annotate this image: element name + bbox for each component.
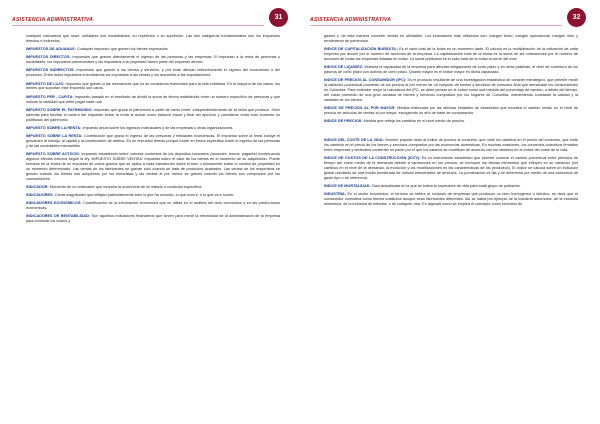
glossary-entry <box>324 47 578 62</box>
glossary-entry <box>324 138 578 153</box>
glossary-entry <box>324 119 578 124</box>
glossary-column <box>324 34 578 414</box>
glossary-entry <box>26 95 280 105</box>
glossary-definition: Impuesto basado en el resultado de dividir la suma de dinero establecida entre un número específico de personas y que indican la cantidad que debe pagar cada una. <box>26 94 280 104</box>
glossary-term: IMPUESTO SOBRE EL PATRIMONIO: <box>26 107 93 112</box>
glossary-term: INDICADOR: <box>26 184 49 189</box>
glossary-term: INDICE DE PRECIOS AL CONSUMIDOR (IPC): <box>324 78 407 83</box>
glossary-definition: Impuestos que graven a los bienes y servicios, y por ende afectan indirectamente el ingreso del consumidor o del productor. Entre estos impuestos encontramos los impuestos a las ventas y los aranceles a las importaciones. <box>26 68 280 78</box>
glossary-entry <box>324 192 578 207</box>
glossary-entry <box>26 201 280 211</box>
glossary-definition: Impuesto que graven a las mercancías que no se consideran esenciales para la vida cotidiana. En la mayoría de los casos, los bienes que soportan este impuesto son caros. <box>26 81 280 91</box>
glossary-definition: Muestra la capacidad de la empresa para afrontar obligaciones de corto plazo y en otras palabras, el nivel de cobertura de los pasivos de corto plazo con activos de corto plazo. Quanto mayor es el índice mayor es dicha capacidad. <box>324 65 578 75</box>
glossary-entry <box>26 82 280 92</box>
glossary-term: INDICE DEL COSTE DE LA VIDA: <box>324 138 384 143</box>
glossary-definition: Es un instrumento estadístico que permite conocer el cambio porcentual entre periodos de tiempo del costo medio de la demanda debido a variaciones en los precios; se excluyen los demás elementos que influyen en su variación (los cambios en el nivel de la demanda, la evolución y las modificaciones en las características de los productos). El índice se calcula sobre un indicador global resultado de una media ponderada de índices elementales de artículos. La ponderación es fija y se determina por medio de una estructura de gasto tipo o de referencia. <box>324 156 578 180</box>
glossary-definition: Impuesto que grava el patrimonio a partir de cierto límite, independientemente de la renta que produce. Sirve además para facilitar el control del impuesto sobre la renta al actuar como balance inicial y final del ejercicio y considerar renta todo aumento no justificado del patrimonio. <box>26 107 281 122</box>
glossary-term: INDICE DE PRECIOS: <box>324 119 363 124</box>
glossary-definition: Tasa actualizada en la que se indica la esperanza de vida para cada grupo de población. <box>370 183 522 188</box>
glossary-entry <box>26 126 280 131</box>
glossary-term: IMPUESTO SOBRE ACTIVOS: <box>26 151 81 156</box>
glossary-entry <box>26 185 280 190</box>
header-divider <box>12 25 264 26</box>
glossary-term: IMPUESTO SOBRE LA RENTA: <box>26 133 83 138</box>
glossary-term: INDICE DE PRECIOS AL POR MAYOR: <box>324 106 396 111</box>
glossary-definition: cualquier naturaleza que sean, señalarse sus modalidades, su repetición o su supresión. Las dos categorías fundamentales son los impuestos directos e indirectos. <box>26 34 280 43</box>
glossary-term: IMPUESTOS INDIRECTOS: <box>26 68 75 73</box>
glossary-term: IMPUESTO PER - CAPITA: <box>26 94 74 99</box>
glossary-entry <box>324 78 578 103</box>
glossary-term: IMPUESTOS DIRECTOS: <box>26 55 71 60</box>
page-number-badge: 31 <box>269 8 288 27</box>
glossary-term: IMPUESTOS DE ADUANAS: <box>26 47 76 52</box>
glossary-definition: Medida elaborada por las oficinas estatales de estadística que muestra el cambio medio en el nivel de precios de artículos de ventas al por mayor, escogiendo un año de base de comparación. <box>324 106 579 115</box>
glossary-column <box>26 34 280 414</box>
glossary-definition: Es el producto resultante de una investigación estadística de carácter estratégico, que permite medir la variación porcentual promedio de los precios al por menor de un conjunto de bienes y servicios de consumo final que demandan los consumidores en Colombia. Para entender mejor la naturaleza del IPC, se debe pensar en el índice como una medida del porcentaje de cambio, a través del tiempo, del costo promedio de una gran canasta de bienes y servicios comprados por los hogares de Colombia, manteniendo constante la calidad y la cantidad de los bienes. <box>324 78 578 102</box>
glossary-entry <box>324 34 578 44</box>
glossary-entry <box>26 68 280 78</box>
glossary-term: INDICADORES ECONÓMICOS: <box>26 201 82 206</box>
glossary-entry <box>26 134 280 149</box>
header-title: ASISTENCIA ADMINISTRATIVA <box>12 17 94 23</box>
glossary-term: INDICADORES: <box>26 192 54 197</box>
glossary-definition: Impuestos que graven directamente el ingreso de las personas y las empresas. El impuesto a la renta de personas y sociedades, los impuestos patrimoniales y los impuestos a la propiedad hacen parte del impuesto directo. <box>26 55 280 65</box>
glossary-definition: Elemento de un ordenador que muestra la ocurrencia de un estado o condición específica. <box>48 184 203 189</box>
glossary-entry <box>26 152 280 181</box>
page-left <box>12 6 296 418</box>
glossary-definition: Contribución que grava el ingreso de las personas y entidades económicas. El impuesto sobre la renta incluye el gravamen al trabajo, al capital y la combinación de ambos. Es un impuesto directo porque incide en forma específica sobre el ingreso de las personas y de las sociedades mercantiles. <box>26 133 280 148</box>
page-right <box>310 6 594 418</box>
glossary-term: IMPUESTO DE LUJO: <box>26 81 65 86</box>
glossary-definition: Cuantificación de la información económica que se utiliza en el análisis del ciclo económico y en las predicciones económicas. <box>26 201 280 211</box>
page-header <box>12 6 296 30</box>
glossary-entry <box>26 55 280 65</box>
glossary-term: INDICE DE MORTALIDAD: <box>324 183 371 188</box>
glossary-entry <box>26 108 280 123</box>
glossary-term: INDUSTRIA: <box>324 192 346 197</box>
glossary-definition: Cierta magnitudes que reflejan particularmente bien lo que ha ocurrido, lo que ocurre, o lo que va a ocurrir. <box>53 192 235 197</box>
glossary-entry <box>26 214 280 224</box>
glossary-definition: Medida que refleja los cambios en el nivel medio de precios. <box>362 119 466 124</box>
glossary-definition: Cualquier impuesto que graven los bienes importados. <box>75 47 169 52</box>
glossary-term: INDICADORES DE RENTABILIDAD: <box>26 214 91 219</box>
page-header <box>310 6 594 30</box>
glossary-entry <box>26 34 280 44</box>
glossary-definition: Es el valor total de la bolsa en un momento dado. El cálculo es la multiplicación de la cotización de cada empresa por acción por el número de acciones de la empresa. La capitalización total de la bolsa es la suma de las cotizaciones por el número de acciones de todas las empresas listadas en bolsa. La suma publicada es el valor total de la bolsa al cierre del mes. <box>324 47 578 61</box>
glossary-definition: En el sector económico, el término se refiere al conjunto de empresas que producen un bien homogéneo o idéntico, es decir que el consumidor considera como bienes sustitutos aunque sean fabricantes diferentes. Así se habla por ejemplo de la industria automotriz, de la industria alimentica, de la industria de bebidas, o de cualquier otra. En algunas como se emplea el concepto como sinónimo de <box>324 192 578 206</box>
glossary-definition: Impuesto establecido sobre cuentas corrientes de los depositos bancarios (acciones, bonos, pagarés) exceptuando algunos efectos exentos según la ley. IMPUESTO SOBRE VENTAS: Impuesto sobre el valor de los bienes en el momento de su adquisición. Puede tomarse en la forma de un impuesto de varios grados que se aplica a cada transacción sobre el bien o únicamente sobre el cambio de propiedad en un momento determinado. Las ventas de los fabricantes se gravan sólo cuando se trata de productos acabados. Las ventas de los mayoristas se gravan cuando los bienes son adquiridos por los minoristas y las ventas al por menor se graven cuando los bienes son comprados por los consumidores. <box>26 151 280 181</box>
page-number-badge: 32 <box>567 8 586 27</box>
glossary-term: INDICE DE LIQUIDEZ: <box>324 65 364 70</box>
header-divider <box>310 25 562 26</box>
glossary-entry <box>324 65 578 75</box>
glossary-entry <box>26 47 280 52</box>
glossary-entry <box>324 184 578 189</box>
glossary-entry <box>324 156 578 181</box>
header-title: ASISTENCIA ADMINISTRATIVA <box>310 17 392 23</box>
glossary-definition: gastos y, de esta manera convertir ventas en utilidades. Los indicadores más utilizados son: margen bruto, margen operacional, margen neto y rendimiento de patrimonio. <box>324 34 578 43</box>
glossary-term: INDICE DE CAPITALIZACIÓN BURSÁTIL: <box>324 47 399 52</box>
glossary-term: INDICE DE COSTOS DE LA CONSTRUCCIÓN (ICCV): <box>324 156 421 161</box>
glossary-definition: Nombre popular dado al índice de precios al consumo, que mide los cambios en el precio del consumo, que mide los cambios en el precio de los bienes y servicios comprados por las economías domésticas. En muchas ocasiones, los convenios colectivos firmados entre empresas y sindicatos contienen un pacto por el que los salarios se modifican de acuerdo con los cambios en el índice del coste de la vida. <box>324 138 578 152</box>
glossary-term: IMPUESTO SOBRE LA RENTA: <box>26 125 82 130</box>
glossary-entry <box>26 193 280 198</box>
glossary-entry <box>324 106 578 116</box>
glossary-definition: Impuesto anual sobre los ingresos individuales y de las empresas u otras organizaciones. <box>81 125 234 130</box>
glossary-definition: Son aquellos indicadores financieros que sirven para medir la efectividad de la administración de la empresa para controlar los costos y <box>26 214 280 224</box>
